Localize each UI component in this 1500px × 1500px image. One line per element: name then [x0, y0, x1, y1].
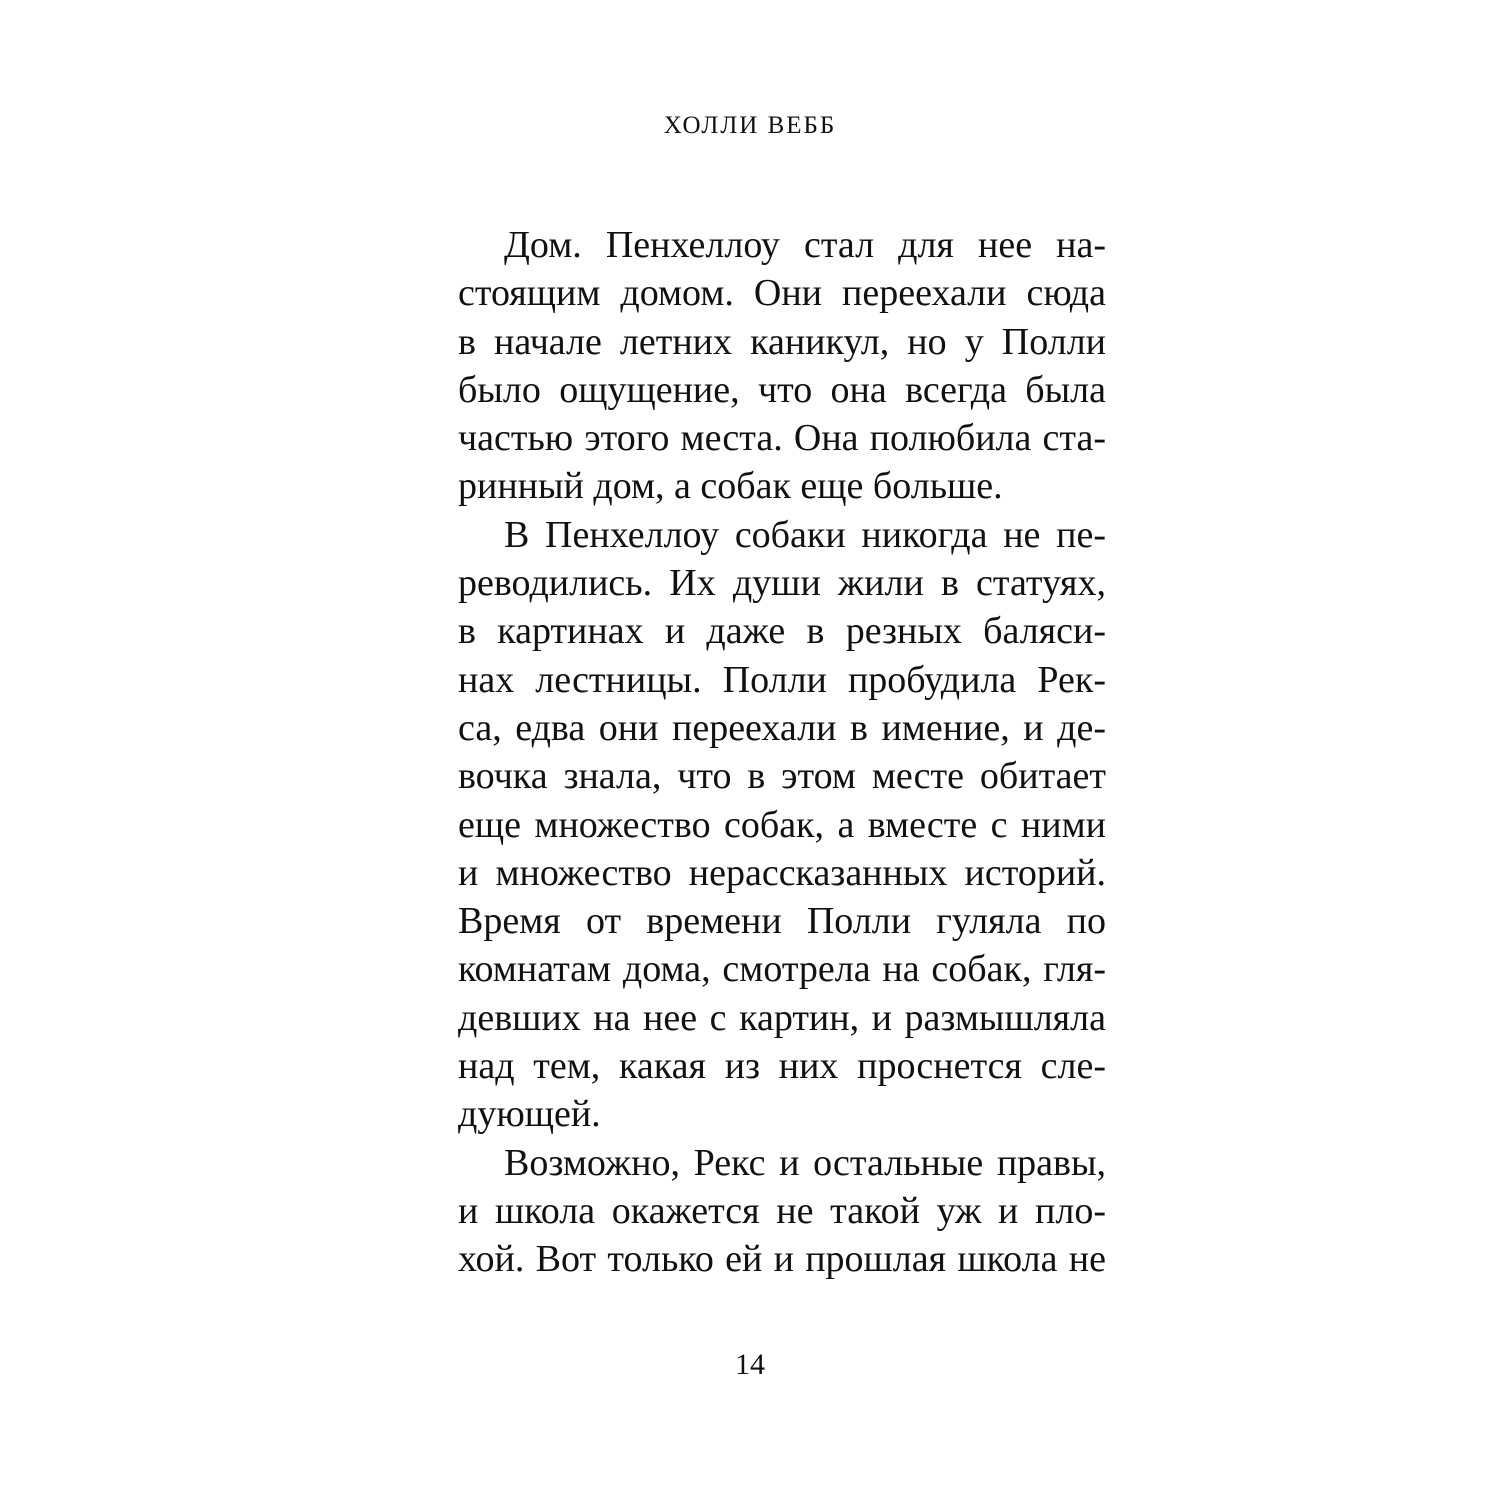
text-line: нах лестницы. Полли пробудила Рек- — [458, 658, 1106, 701]
text-line: и школа окажется не такой уж и пло- — [458, 1189, 1106, 1232]
text-line: над тем, какая из них проснется сле- — [458, 1045, 1106, 1088]
text-line: Дом. Пенхеллоу стал для нее на- — [504, 224, 1106, 266]
text-line: Возможно, Рекс и остальные правы, — [504, 1141, 1106, 1184]
text-line: и множество нерассказанных историй. — [458, 851, 1106, 894]
body-text — [458, 221, 1106, 1284]
text-line: было ощущение, что она всегда была — [458, 368, 1106, 411]
text-line: ринный дом, а собак еще больше. — [458, 465, 1003, 508]
text-line: Время от времени Полли гуляла по — [458, 900, 1106, 943]
text-line: хой. Вот только ей и прошлая школа не — [458, 1238, 1106, 1281]
paragraph-2 — [458, 511, 1106, 1139]
paragraph-3 — [458, 1139, 1106, 1284]
text-line: комнатам дома, смотрела на собак, гля- — [458, 948, 1106, 991]
text-line: девших на нее с картин, и размышляла — [458, 996, 1106, 1039]
text-line: стоящим домом. Они переехали сюда — [458, 272, 1106, 315]
text-line: частью этого места. Она полюбила ста- — [458, 417, 1106, 460]
text-line: са, едва они переехали в имение, и де- — [458, 706, 1106, 749]
text-line: В Пенхеллоу собаки никогда не пе- — [504, 513, 1106, 556]
text-line: в начале летних каникул, но у Полли — [458, 320, 1106, 363]
text-line: вочка знала, что в этом месте обитает — [458, 755, 1106, 798]
paragraph-1 — [458, 221, 1106, 511]
text-line: еще множество собак, а вместе с ними — [458, 803, 1106, 846]
text-line: в картинах и даже в резных баляси- — [458, 610, 1106, 653]
text-line: дующей. — [458, 1093, 601, 1136]
running-head: ХОЛЛИ ВЕББ — [663, 112, 837, 139]
text-line: реводились. Их души жили в статуях, — [458, 562, 1106, 605]
page-number: 14 — [735, 1348, 765, 1381]
